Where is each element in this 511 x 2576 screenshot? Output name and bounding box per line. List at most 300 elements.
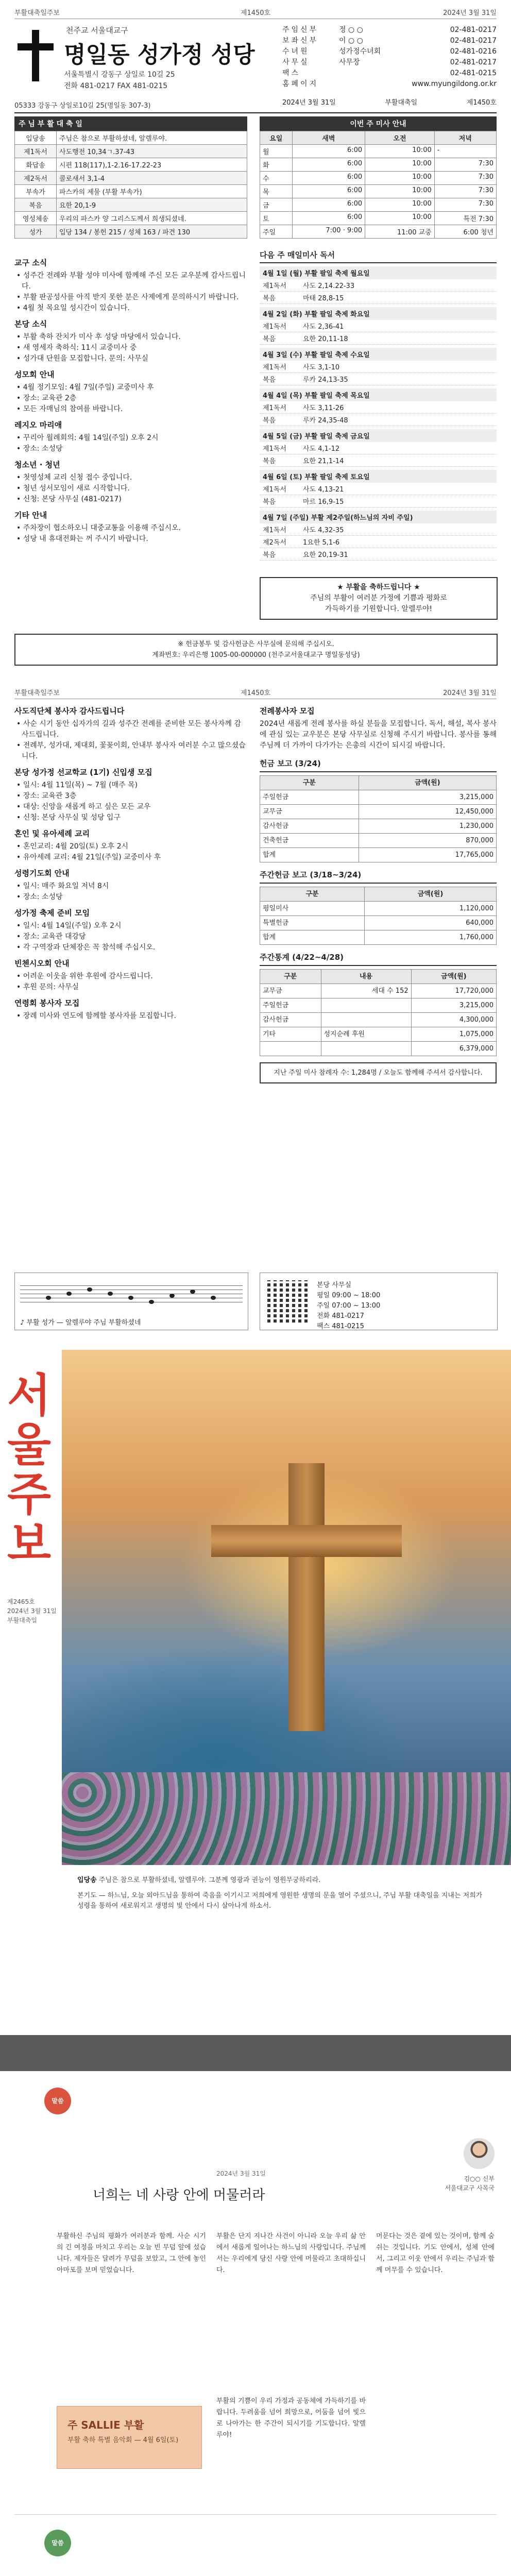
reading-type: 복음 — [263, 498, 276, 506]
reading-row — [260, 279, 497, 292]
liturgy-key: 제2독서 — [15, 172, 57, 185]
liturgy-value: 주님은 참으로 부활하셨네, 알렐루야. — [57, 131, 247, 145]
table-row — [260, 145, 497, 158]
reading-ref: 사도 4,1-12 — [303, 445, 340, 453]
staff-list — [282, 25, 497, 90]
table-cell: 7:30 — [434, 198, 496, 212]
offering-table — [260, 775, 497, 862]
table-cell: 10:00 — [365, 212, 435, 225]
right-column — [260, 706, 497, 1083]
table-cell: 3,215,000 — [359, 790, 496, 805]
weekly-table — [260, 887, 497, 945]
table-cell: 감사헌금 — [260, 1013, 321, 1027]
music-note-icon — [190, 1290, 195, 1294]
music-note-icon — [108, 1292, 113, 1296]
section-item: • 장소: 교육관 2층 — [14, 393, 247, 404]
staff-role: 사무실 — [282, 58, 310, 66]
table-row — [260, 198, 497, 212]
liturgy-key: 부속가 — [15, 185, 57, 198]
table-cell: 7:30 — [434, 172, 496, 185]
table-cell: 수 — [260, 172, 293, 185]
reading-ref: 사도 2,14.22-33 — [303, 282, 355, 290]
section-item: • 청년 성서모임이 새로 시작합니다. — [14, 483, 247, 494]
section-item: • 장소: 교육관 대강당 — [14, 931, 247, 942]
table-cell: 6:00 — [292, 198, 365, 212]
table-cell: 1,230,000 — [359, 819, 496, 834]
reading-type: 복음 — [263, 457, 276, 465]
volunteer-text: 2024년 새롭게 전례 봉사를 하실 분들을 모집합니다. 독서, 해설, 복사 봉사에 관심 있는 교우분은 본당 사무실로 신청해 주시기 바랍니다. 봉사를 통해 주님께 더 가까이 다가가는 은총의 시간이 되시길 바랍니다. — [260, 720, 497, 750]
staff-row — [282, 46, 497, 57]
table-cell: 월 — [260, 145, 293, 158]
staff-line — [20, 1285, 243, 1286]
staff-phone: 02-481-0215 — [450, 69, 497, 77]
table-row — [260, 834, 497, 848]
contact-line: 팩스 481-0215 — [317, 1323, 364, 1330]
author-avatar — [464, 2138, 495, 2169]
table-cell: 토 — [260, 212, 293, 225]
parish-phone: 전화 481-0217 FAX 481-0215 — [64, 82, 168, 90]
reading-type: 제1독서 — [263, 486, 286, 494]
table-cell: 6:00 — [292, 212, 365, 225]
table-cell: 10:00 — [365, 158, 435, 172]
table-cell: 1,075,000 — [411, 1027, 496, 1042]
reading-ref: 루카 24,35-48 — [303, 417, 348, 425]
table-header-cell: 구분 — [260, 887, 365, 902]
section-item: • 부활 축하 잔치가 미사 후 성당 마당에서 있습니다. — [14, 332, 247, 343]
table-cell: 기타 — [260, 1027, 321, 1042]
music-note-icon — [87, 1287, 92, 1292]
article-author — [371, 2174, 495, 2193]
section-badge-2: 말씀 — [44, 2530, 71, 2556]
reading-ref: 마태 28,8-15 — [303, 295, 344, 302]
table-cell: 17,720,000 — [411, 984, 496, 998]
table-cell: 4,300,000 — [411, 1013, 496, 1027]
bulletin-page-2 — [0, 680, 511, 1345]
reading-row — [260, 523, 497, 536]
reading-ref: 요한 21,1-14 — [303, 457, 344, 465]
table-cell: 7:00 · 9:00 — [292, 225, 365, 239]
reading-day-title: 4월 6일 (토) 부활 팔일 축제 토요일 — [260, 470, 497, 483]
liturgy-row — [15, 158, 247, 172]
table-cell: 10:00 — [365, 145, 435, 158]
table-cell: 세대 수 152 — [321, 984, 411, 998]
issue-dateline — [282, 97, 497, 107]
reading-row — [260, 373, 497, 385]
liturgy-value: 사도행전 10,34ㄱ.37-43 — [57, 145, 247, 158]
liturgy-key: 영성체송 — [15, 212, 57, 225]
liturgy-value: 시편 118(117),1-2.16-17.22-23 — [57, 158, 247, 172]
liturgy-row — [15, 225, 247, 239]
staff-row — [282, 57, 497, 68]
section-heading: 본당 소식 — [14, 319, 47, 329]
staff-row — [282, 25, 497, 36]
summary-title: 주간통계 (4/22~4/28) — [260, 950, 497, 966]
concert-ad — [57, 2406, 202, 2469]
running-header — [14, 7, 497, 19]
liturgy-table — [14, 116, 247, 239]
reading-type: 제1독서 — [263, 282, 286, 290]
table-header-row — [260, 887, 497, 902]
section-item: • 일시: 4월 14일(주일) 오후 2시 — [14, 921, 247, 931]
table-row — [260, 916, 497, 930]
flower-field — [62, 1772, 511, 1865]
article-date: 2024년 3월 31일 — [216, 2170, 266, 2177]
article-page — [0, 2076, 511, 2576]
table-row — [260, 902, 497, 916]
table-row — [260, 172, 497, 185]
liturgy-value: 우리의 파스카 양 그리스도께서 희생되셨네. — [57, 212, 247, 225]
reading-type: 복음 — [263, 335, 276, 343]
section-heading: 교구 소식 — [14, 258, 47, 267]
reading-row — [260, 401, 497, 414]
staff-name — [339, 68, 396, 79]
contact-line: 본당 사무실 — [317, 1281, 351, 1289]
easter-greeting-box — [260, 577, 498, 620]
section-item: • 일시: 매주 화요일 저녁 8시 — [14, 881, 247, 892]
liturgy-row — [15, 145, 247, 158]
table-row — [260, 930, 497, 945]
section-item: • 모든 자매님의 참여를 바랍니다. — [14, 404, 247, 415]
staff-row — [282, 79, 497, 90]
table-cell: 10:00 — [365, 172, 435, 185]
liturgy-row — [15, 198, 247, 212]
section-item: • 장소: 소성당 — [14, 444, 247, 454]
staff-phone: 02-481-0217 — [450, 26, 497, 34]
article-body-col-2: 부활은 단지 지나간 사건이 아니라 오늘 우리 삶 안에서 새롭게 일어나는 하느님의 사랑입니다. 주님께서는 우리에게 당신 사랑 안에 머물라고 초대하십니다. — [216, 2232, 366, 2274]
readings-list — [260, 266, 497, 561]
caption-heading: 입당송 — [77, 1876, 97, 1884]
reading-day — [260, 511, 497, 561]
reading-type: 복음 — [263, 295, 276, 302]
table-row — [260, 984, 497, 998]
runhead-right: 2024년 3월 31일 — [443, 9, 497, 17]
reading-row — [260, 536, 497, 548]
qr-code-overlay — [267, 1280, 310, 1323]
issue-date: 2024년 3월 31일 — [282, 99, 336, 107]
table-cell: 목 — [260, 185, 293, 198]
section-item: • 신청: 본당 사무실 및 성당 입구 — [14, 812, 247, 823]
reading-ref: 마르 16,9-15 — [303, 498, 344, 506]
article-body-col-1: 부활하신 주님의 평화가 여러분과 함께. 사순 시기의 긴 여정을 마치고 우리는 오늘 빈 무덤 앞에 섰습니다. 제자들은 달려가 무덤을 보았고, 그 안에 놓인 아마포를 보며 믿었습니다. — [57, 2232, 206, 2274]
readings-title: 다음 주 매일미사 독서 — [260, 247, 497, 263]
table-row — [260, 158, 497, 172]
table-cell: 11:00 교중 — [365, 225, 435, 239]
table-cell — [260, 1042, 321, 1056]
table-header-cell: 구분 — [260, 970, 321, 984]
table-row — [260, 819, 497, 834]
table-row — [260, 790, 497, 805]
section-heading: 성령기도회 안내 — [14, 869, 70, 878]
reading-day-title: 4월 5일 (금) 부활 팔일 축제 금요일 — [260, 429, 497, 442]
section-heading: 성모회 안내 — [14, 370, 55, 379]
music-note-icon — [149, 1300, 154, 1304]
collect-prayer: 본기도 — 하느님, 오늘 외아드님을 통하여 죽음을 이기시고 저희에게 영원한 생명의 문을 열어 주셨으니, 주님 부활 대축일을 지내는 저희가 성령을 통하여 새로워지고 생명의 빛 안에서 다시 살아나게 하소서. — [77, 1892, 483, 1910]
reading-day-title: 4월 2일 (화) 부활 팔일 축제 화요일 — [260, 307, 497, 320]
reading-row — [260, 548, 497, 561]
section-heading: 연령회 봉사자 모집 — [14, 998, 80, 1008]
notices-column — [14, 706, 247, 1022]
reading-row — [260, 495, 497, 507]
table-cell: 6:00 — [292, 145, 365, 158]
section-item: • 유아세례 교리: 4월 21일(주일) 교중미사 후 — [14, 852, 247, 863]
liturgy-key: 입당송 — [15, 131, 57, 145]
reading-day — [260, 470, 497, 507]
table-cell: 성지순례 후원 — [321, 1027, 411, 1042]
table-cell: 640,000 — [365, 916, 497, 930]
masthead-column — [0, 1350, 62, 2071]
table-cell: 화 — [260, 158, 293, 172]
parish-news-column — [14, 258, 247, 545]
table-cell: 7:30 — [434, 185, 496, 198]
table-row — [260, 1013, 497, 1027]
table-row — [260, 212, 497, 225]
reading-day — [260, 266, 497, 304]
liturgy-rows — [14, 131, 247, 239]
table-cell: 특별헌금 — [260, 916, 365, 930]
schedule-title: 이번 주 미사 안내 — [260, 116, 497, 131]
staff-phone: www.myungildong.or.kr — [412, 80, 497, 88]
daily-readings — [260, 247, 497, 561]
section-item: • 새 영세자 축하식: 11시 교중미사 중 — [14, 343, 247, 353]
reading-type: 제1독서 — [263, 404, 286, 412]
reading-type: 제1독서 — [263, 445, 286, 453]
article-body-col-4: 부활의 기쁨이 우리 가정과 공동체에 가득하기를 바랍니다. 두려움을 넘어 희망으로, 어둠을 넘어 빛으로 나아가는 한 주간이 되시기를 기도합니다. 알렐루야! — [216, 2397, 366, 2439]
staff-phone: 02-481-0217 — [450, 37, 497, 45]
table-cell: 감사헌금 — [260, 819, 359, 834]
table-cell: 합계 — [260, 930, 365, 945]
liturgy-row — [15, 172, 247, 185]
reading-ref: 사도 4,32-35 — [303, 527, 344, 534]
section-item: • 부활 판공성사를 아직 받지 못한 분은 사제에게 문의하시기 바랍니다. — [14, 292, 247, 303]
table-cell: 1,760,000 — [365, 930, 497, 945]
table-header-row — [260, 970, 497, 984]
music-note-icon — [169, 1294, 175, 1298]
reading-row — [260, 292, 497, 304]
reading-ref: 요한 20,19-31 — [303, 551, 348, 559]
weekly-offering-report — [260, 868, 497, 945]
table-row — [260, 848, 497, 862]
table-cell: 6:00 — [292, 172, 365, 185]
section-item: • 주차장이 협소하오니 대중교통을 이용해 주십시오. — [14, 523, 247, 534]
ad-title: 주 SALLIE 부활 — [67, 2419, 144, 2431]
caption-text: 주님은 참으로 부활하셨네, 알렐루야. 그분께 영광과 권능이 영원무궁하리라. — [98, 1876, 321, 1884]
reading-ref: 요한 20,11-18 — [303, 335, 348, 343]
section-heading: 혼인 및 유아세례 교리 — [14, 829, 90, 838]
reading-day-title: 4월 4일 (목) 부활 팔일 축제 목요일 — [260, 388, 497, 401]
staff-role: 홈페이지 — [282, 80, 319, 88]
table-cell — [321, 1013, 411, 1027]
table-cell: 10:00 — [365, 185, 435, 198]
summary-table — [260, 969, 497, 1056]
reading-ref: 1요한 5,1-6 — [303, 539, 340, 547]
reading-ref: 사도 2,36-41 — [303, 323, 344, 331]
article-body-col-3: 머문다는 것은 곁에 있는 것이며, 함께 숨 쉬는 것입니다. 기도 안에서, 성체 안에서, 그리고 이웃 안에서 우리는 주님과 함께 머무를 수 있습니다. — [376, 2232, 495, 2274]
table-header-row — [260, 776, 497, 790]
staff-row — [282, 36, 497, 46]
table-header-cell: 새벽 — [292, 131, 365, 145]
section-item: • 신청: 본당 사무실 (481-0217) — [14, 494, 247, 505]
masthead-title: 서울주보 — [7, 1368, 52, 1570]
reading-row — [260, 332, 497, 345]
staff-role: 보좌신부 — [282, 37, 319, 45]
table-cell: 6,379,000 — [411, 1042, 496, 1056]
section-item: • 성당 내 휴대전화는 꺼 주시기 바랍니다. — [14, 534, 247, 545]
reading-row — [260, 361, 497, 373]
runhead-center: 제1450호 — [240, 689, 271, 697]
section-item: • 4월 정기모임: 4월 7일(주일) 교중미사 후 — [14, 382, 247, 393]
music-note-icon — [211, 1296, 216, 1300]
greeting-line-1: ★ 부활을 축하드립니다 ★ — [337, 583, 420, 591]
greeting-line-3: 가득하기를 기원합니다. 알렐루야! — [325, 605, 433, 613]
table-cell: 주일 — [260, 225, 293, 239]
cross-beam-horizontal — [211, 1525, 402, 1557]
music-note-icon — [66, 1292, 72, 1296]
section-item: • 장소: 소성당 — [14, 892, 247, 903]
table-cell: 7:30 — [434, 158, 496, 172]
table-row — [260, 185, 497, 198]
reading-type: 제1독서 — [263, 364, 286, 371]
section-item: • 어려운 이웃을 위한 후원에 감사드립니다. — [14, 971, 247, 982]
liturgy-row — [15, 212, 247, 225]
reading-row — [260, 483, 497, 495]
table-cell: 10:00 — [365, 198, 435, 212]
table-row — [260, 805, 497, 819]
table-header-row — [260, 131, 497, 145]
table-row — [260, 1027, 497, 1042]
offering-report — [260, 756, 497, 862]
section-item: • 사순 시기 동안 십자가의 길과 성주간 전례를 준비한 모든 봉사자께 감사드립니다. — [14, 719, 247, 740]
diocese-name: 천주교 서울대교구 — [66, 26, 128, 35]
reading-day-title: 4월 3일 (수) 부활 팔일 축제 수요일 — [260, 348, 497, 361]
staff-role: 팩스 — [282, 69, 301, 77]
liturgy-key: 복음 — [15, 198, 57, 212]
section-item: • 4월 첫 목요일 성시간이 있습니다. — [14, 303, 247, 314]
reading-day-title: 4월 7일 (주일) 부활 제2주일(하느님의 자비 주일) — [260, 511, 497, 523]
reading-ref: 사도 3,1-10 — [303, 364, 340, 371]
reading-day — [260, 307, 497, 345]
table-cell: 교무금 — [260, 984, 321, 998]
parish-title: 명일동 성가정 성당 — [64, 42, 255, 68]
liturgy-value: 파스카의 제물 (부활 부속가) — [57, 185, 247, 198]
staff-phone: 02-481-0216 — [450, 47, 497, 56]
section-heading: 본당 성가정 선교학교 (1기) 신입생 모집 — [14, 768, 152, 777]
reading-ref: 루카 24,13-35 — [303, 376, 348, 384]
section-heading: 기타 안내 — [14, 511, 47, 520]
staff-name — [339, 79, 396, 90]
reading-type: 제2독서 — [263, 539, 286, 547]
section-item: • 꾸리아 월례회의: 4월 14일(주일) 오후 2시 — [14, 433, 247, 444]
music-note-icon — [128, 1296, 133, 1300]
section-badge: 말씀 — [44, 2088, 71, 2114]
liturgy-value: 콜로새서 3,1-4 — [57, 172, 247, 185]
attendance-note: 지난 주일 미사 참례자 수: 1,284명 / 오늘도 함께해 주셔서 감사합니다. — [260, 1062, 497, 1083]
contact-line: 평일 09:00 ~ 18:00 — [317, 1292, 381, 1299]
table-cell — [321, 1042, 411, 1056]
cover-footer-band — [0, 2035, 511, 2071]
staff-name: 이 ○ ○ — [339, 37, 363, 45]
contact-line: 전화 481-0217 — [317, 1312, 364, 1320]
contact-info — [317, 1280, 380, 1332]
reading-day — [260, 388, 497, 426]
reading-day-title: 4월 1일 (월) 부활 팔일 축제 월요일 — [260, 266, 497, 279]
reading-row — [260, 414, 497, 426]
section-item: • 성주간 전례와 부활 성야 미사에 함께해 주신 모든 교우분께 감사드립니다. — [14, 270, 247, 292]
account-note-2: 계좌번호: 우리은행 1005-00-000000 (천주교서울대교구 명일동성당) — [152, 651, 360, 659]
reading-day — [260, 348, 497, 385]
liturgy-value: 입당 134 / 봉헌 215 / 성체 163 / 파견 130 — [57, 225, 247, 239]
ad-subtitle: 부활 축하 특별 음악회 — 4월 6일(토) — [67, 2436, 179, 2444]
reading-ref: 사도 3,11-26 — [303, 404, 344, 412]
mass-schedule — [260, 116, 497, 239]
hymn-caption: ♪ 부활 성가 — 알렐루야 주님 부활하셨네 — [20, 1319, 141, 1327]
table-header-cell: 내용 — [321, 970, 411, 984]
runhead-center: 제1450호 — [240, 9, 271, 17]
volunteer-heading: 전례봉사자 모집 — [260, 706, 315, 716]
weekly-title: 주간헌금 보고 (3/18~3/24) — [260, 868, 497, 884]
table-cell: 주일헌금 — [260, 998, 321, 1013]
masthead-date: 2024년 3월 31일 — [7, 1607, 57, 1615]
section-item: • 대상: 신앙을 새롭게 하고 싶은 모든 교우 — [14, 802, 247, 812]
postal-address: 05333 강동구 상일로10길 25(명일동 307-3) — [14, 102, 151, 110]
cover-caption — [77, 1875, 489, 1911]
table-header-cell: 금액(원) — [411, 970, 496, 984]
runhead-right: 2024년 3월 31일 — [443, 689, 497, 697]
masthead-issue: 제2465호 — [7, 1598, 35, 1605]
section-heading: 빈첸시오회 안내 — [14, 959, 70, 968]
cross-logo-icon — [18, 30, 54, 81]
cover-page — [0, 1350, 511, 2071]
account-note — [14, 634, 498, 666]
table-cell: 주일헌금 — [260, 790, 359, 805]
section-divider — [14, 2514, 497, 2515]
table-cell: - — [434, 145, 496, 158]
header-rule — [14, 112, 497, 113]
reading-type: 제1독서 — [263, 527, 286, 534]
liturgy-row — [15, 131, 247, 145]
running-header — [14, 687, 497, 699]
reading-type: 복음 — [263, 376, 276, 384]
author-name: 김○○ 신부 — [464, 2175, 495, 2182]
greeting-line-2: 주님의 부활이 여러분 가정에 기쁨과 평화로 — [310, 594, 447, 602]
account-note-1: ※ 헌금봉투 및 감사헌금은 사무실에 문의해 주십시오. — [178, 640, 334, 648]
liturgy-key: 성가 — [15, 225, 57, 239]
parish-header — [14, 23, 497, 109]
reading-day — [260, 429, 497, 467]
reading-type: 제1독서 — [263, 323, 286, 331]
table-header-cell: 구분 — [260, 776, 359, 790]
section-heading: 사도직단체 봉사자 감사드립니다 — [14, 706, 125, 716]
article-title: 너희는 네 사랑 안에 머물러라 — [93, 2188, 265, 2203]
reading-type: 복음 — [263, 417, 276, 425]
table-row — [260, 1042, 497, 1056]
table-cell: 합계 — [260, 848, 359, 862]
liturgy-key: 제1독서 — [15, 145, 57, 158]
staff-role: 수녀원 — [282, 47, 310, 56]
reading-row — [260, 320, 497, 332]
table-header-cell: 오전 — [365, 131, 435, 145]
table-cell: 12,450,000 — [359, 805, 496, 819]
table-cell: 6:00 청년 — [434, 225, 496, 239]
staff-phone: 02-481-0217 — [450, 58, 497, 66]
section-item: • 장소: 교육관 3층 — [14, 791, 247, 802]
section-item: • 장례 미사와 연도에 함께할 봉사자를 모집합니다. — [14, 1011, 247, 1022]
table-cell: 특전 7:30 — [434, 212, 496, 225]
table-header-cell: 저녁 — [434, 131, 496, 145]
offering-title: 헌금 보고 (3/24) — [260, 756, 497, 772]
section-heading: 레지오 마리애 — [14, 420, 62, 430]
section-item: • 각 구역장과 단체장은 꼭 참석해 주십시오. — [14, 942, 247, 953]
table-header-cell: 금액(원) — [365, 887, 497, 902]
